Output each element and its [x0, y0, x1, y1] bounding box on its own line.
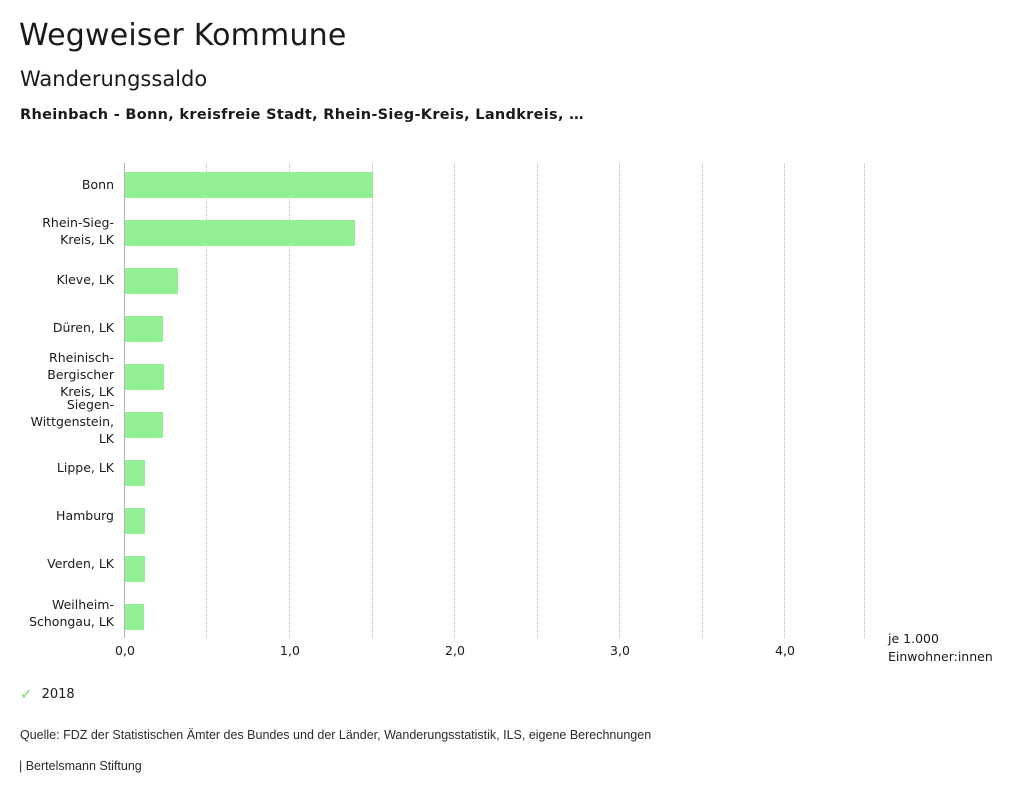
bar-weilheim-schongau[interactable]: [125, 604, 144, 630]
gridline-3: [619, 163, 620, 638]
axis-unit-label: [888, 630, 993, 666]
bar-rhein-sieg-kreis[interactable]: [125, 220, 355, 246]
axis-unit-line2: Einwohner:innen: [888, 649, 993, 664]
chart-legend[interactable]: [20, 687, 75, 702]
y-axis-label: Rhein-Sieg- Kreis, LK: [42, 215, 114, 247]
bar-lippe[interactable]: [125, 460, 145, 486]
y-axis-label: Lippe, LK: [56, 460, 114, 475]
axis-unit-line1: je 1.000: [888, 631, 939, 646]
gridline-4-5: [864, 163, 865, 638]
bar-bonn[interactable]: [125, 172, 373, 198]
y-axis-label: Düren, LK: [52, 320, 114, 335]
x-axis-tick: 1,0: [280, 643, 300, 658]
check-icon: ✓: [20, 685, 33, 703]
y-axis-label: Rheinisch- Bergischer Kreis, LK: [47, 350, 114, 399]
y-axis-label: Kleve, LK: [56, 272, 114, 287]
y-axis-label: Hamburg: [56, 508, 114, 523]
bar-hamburg[interactable]: [125, 508, 145, 534]
y-axis-label: Verden, LK: [47, 556, 114, 571]
gridline-4: [784, 163, 785, 638]
gridline-1-5: [372, 163, 373, 638]
y-axis-label: Siegen- Wittgenstein, LK: [30, 397, 114, 446]
publisher-note: | Bertelsmann Stiftung: [19, 759, 142, 773]
region-list: Rheinbach - Bonn, kreisfreie Stadt, Rhein-Sieg-Kreis, Landkreis, …: [20, 107, 584, 123]
page-title: Wegweiser Kommune: [19, 18, 347, 53]
x-axis-labels: [115, 643, 864, 663]
x-axis-tick: 3,0: [610, 643, 630, 658]
bar-siegen-wittgenstein[interactable]: [125, 412, 163, 438]
bar-dueren[interactable]: [125, 316, 163, 342]
y-axis-labels: [0, 163, 114, 638]
source-note: Quelle: FDZ der Statistischen Ämter des Bundes und der Länder, Wanderungsstatistik, ILS, eigene Berechnungen: [20, 728, 652, 742]
legend-item-label: 2018: [41, 687, 75, 702]
x-axis-tick: 2,0: [445, 643, 465, 658]
gridline-2: [454, 163, 455, 638]
y-axis-label: Weilheim- Schongau, LK: [29, 597, 114, 629]
gridline-3-5: [702, 163, 703, 638]
chart-subtitle: Wanderungssaldo: [20, 67, 208, 91]
bar-kleve[interactable]: [125, 268, 178, 294]
bar-rheinisch-bergischer[interactable]: [125, 364, 164, 390]
gridline-2-5: [537, 163, 538, 638]
plot-area: [124, 163, 864, 638]
bar-verden[interactable]: [125, 556, 145, 582]
x-axis-tick: 4,0: [775, 643, 795, 658]
x-axis-tick: 0,0: [115, 643, 135, 658]
y-axis-label: Bonn: [81, 177, 114, 192]
